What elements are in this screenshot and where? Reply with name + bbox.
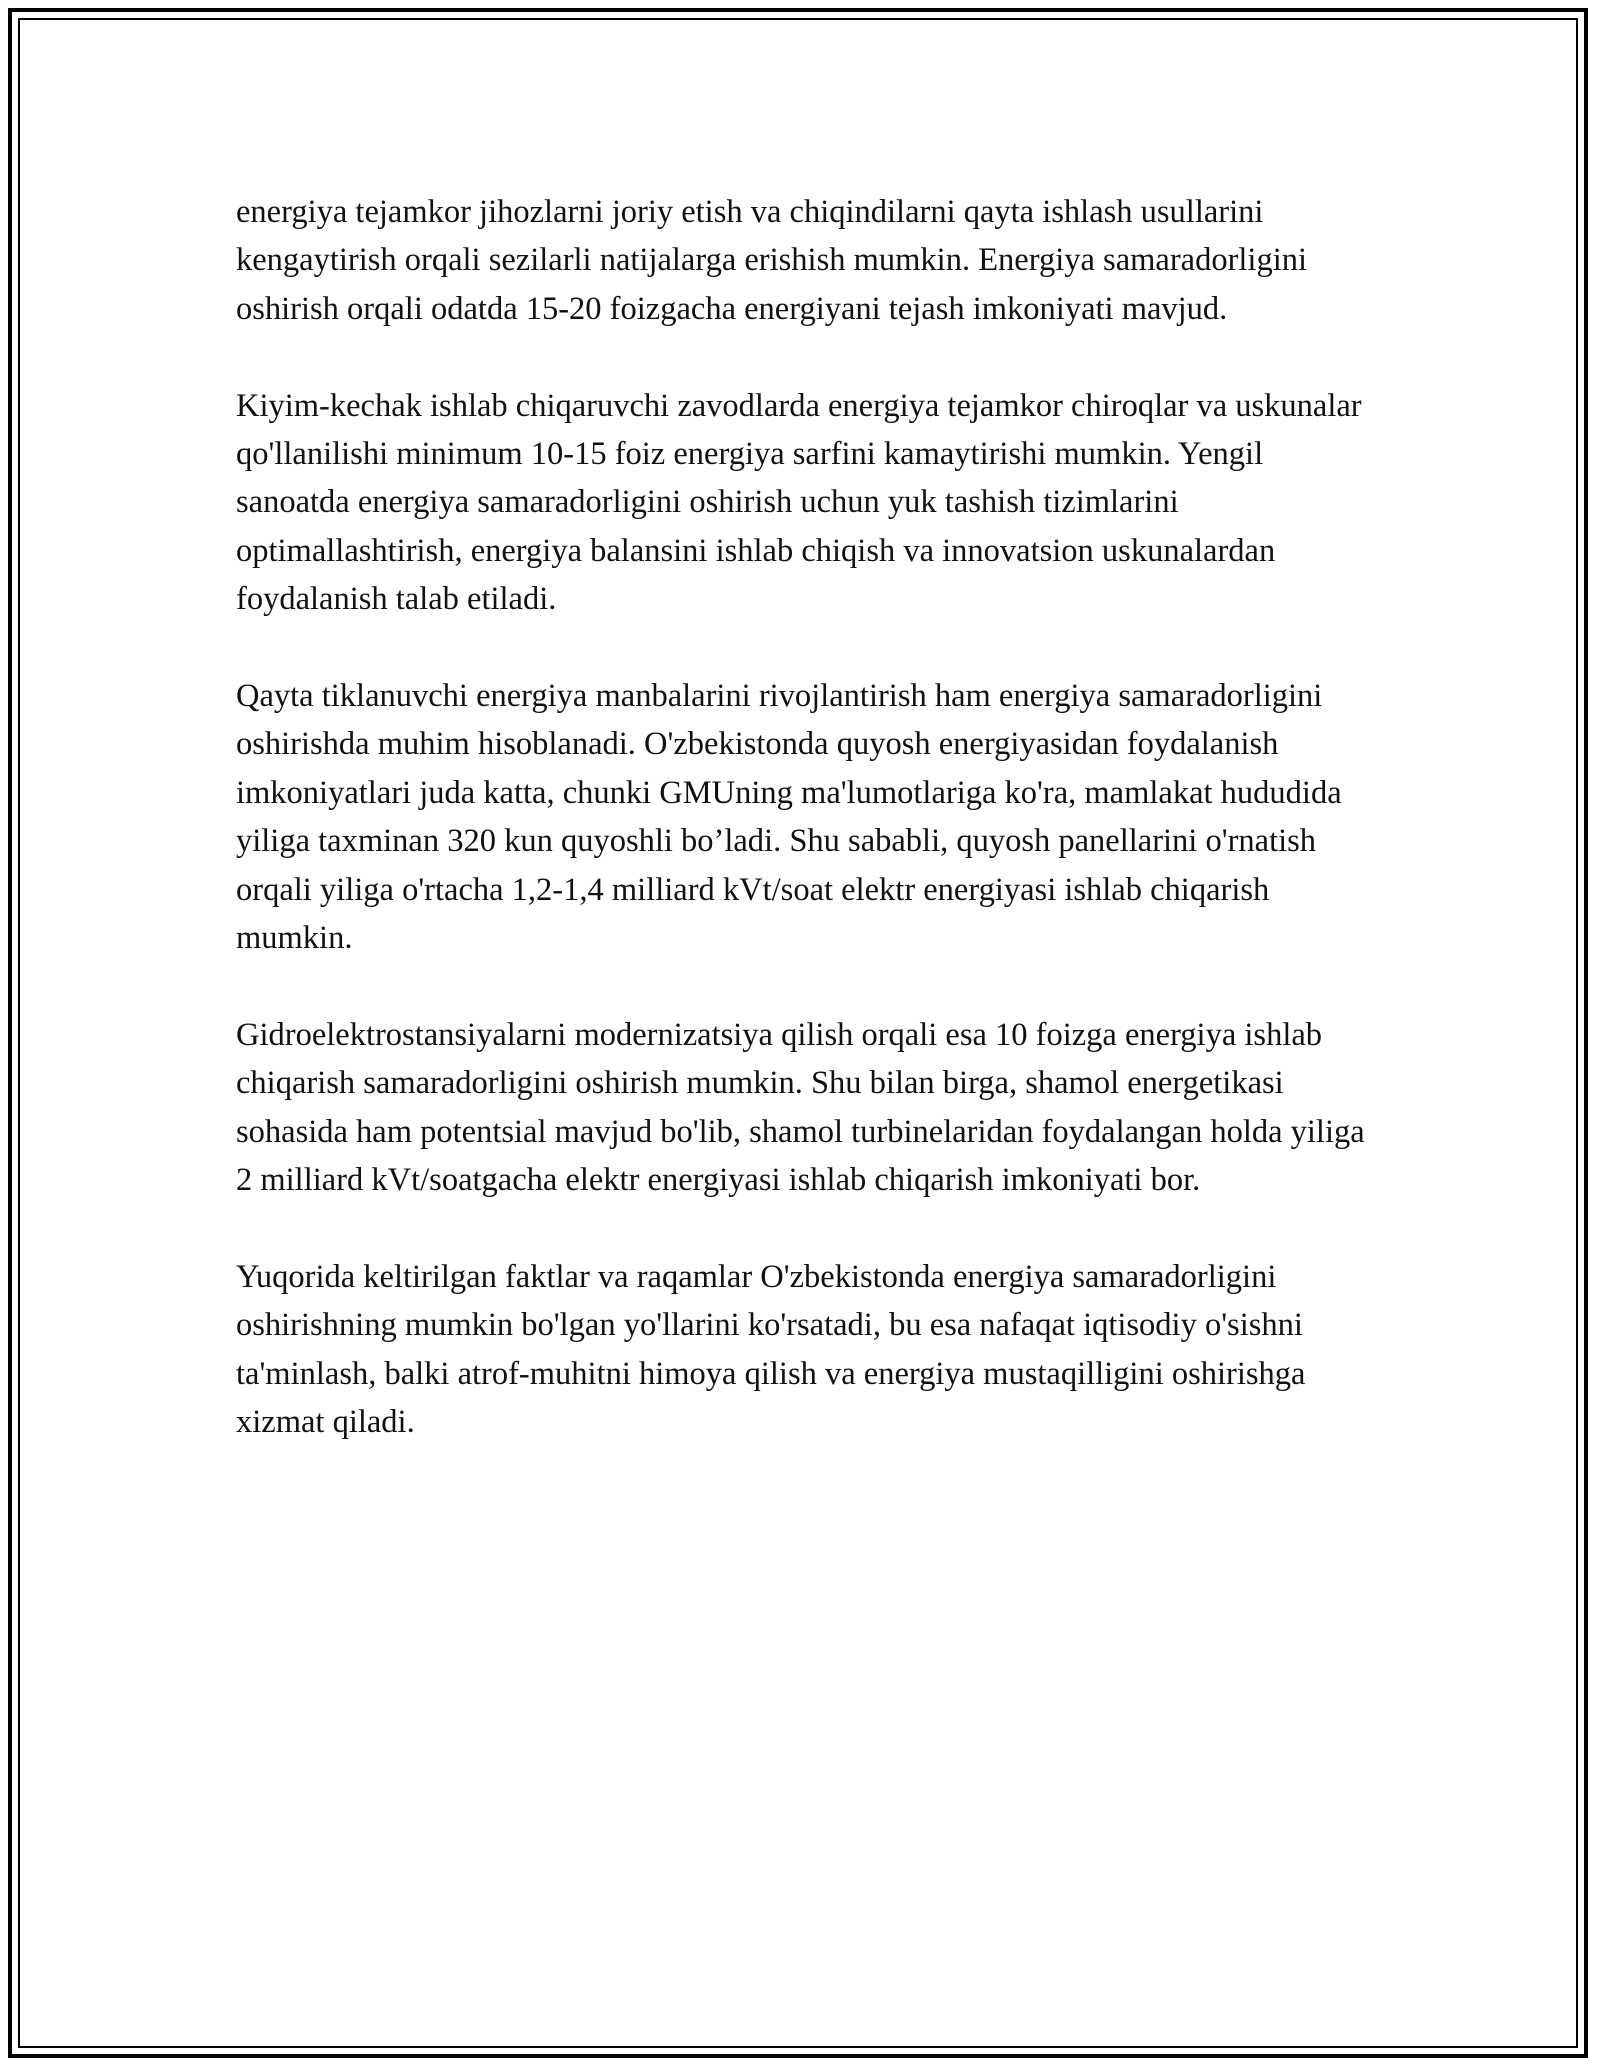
document-body xyxy=(236,188,1376,1495)
paragraph-4: Gidroelektrostansiyalarni modernizatsiya qilish orqali esa 10 foizga energiya ishlab chiqarish samaradorligini oshirish mumkin. Shu bilan birga, shamol energetikasi sohasida ham potentsial mavjud bo'lib, shamol turbinelaridan foydalangan holda yiliga 2 milliard kVt/soatgacha elektr energiyasi ishlab chiqarish imkoniyati bor. xyxy=(236,1016,1365,1199)
paragraph-2: Kiyim-kechak ishlab chiqaruvchi zavodlarda energiya tejamkor chiroqlar va uskunalar qo'llanilishi minimum 10-15 foiz energiya sarfini kamaytirishi mumkin. Yengil sanoatda energiya samaradorligini oshirish uchun yuk tashish tizimlarini optimallashtirish, energiya balansini ishlab chiqish va innovatsion uskunalardan foydalanish talab etiladi. xyxy=(236,387,1362,618)
paragraph-1: energiya tejamkor jihozlarni joriy etish va chiqindilarni qayta ishlash usullarini kengaytirish orqali sezilarli natijalarga erishish mumkin. Energiya samaradorligini oshirish orqali odatda 15-20 foizgacha energiyani tejash imkoniyati mavjud. xyxy=(236,194,1308,327)
paragraph-5: Yuqorida keltirilgan faktlar va raqamlar O'zbekistonda energiya samaradorligini oshirishning mumkin bo'lgan yo'llarini ko'rsatadi, bu esa nafaqat iqtisodiy o'sishni ta'minlash, balki atrof-muhitni himoya qilish va energiya mustaqilligini oshirishga xizmat qiladi. xyxy=(236,1258,1306,1441)
paragraph-3: Qayta tiklanuvchi energiya manbalarini rivojlantirish ham energiya samaradorligini oshirishda muhim hisoblanadi. O'zbekistonda quyosh energiyasidan foydalanish imkoniyatlari juda katta, chunki GMUning ma'lumotlariga ko'ra, mamlakat hududida yiliga taxminan 320 kun quyoshli bo’ladi. Shu sababli, quyosh panellarini o'rnatish orqali yiliga o'rtacha 1,2-1,4 milliard kVt/soat elektr energiyasi ishlab chiqarish mumkin. xyxy=(236,678,1342,957)
